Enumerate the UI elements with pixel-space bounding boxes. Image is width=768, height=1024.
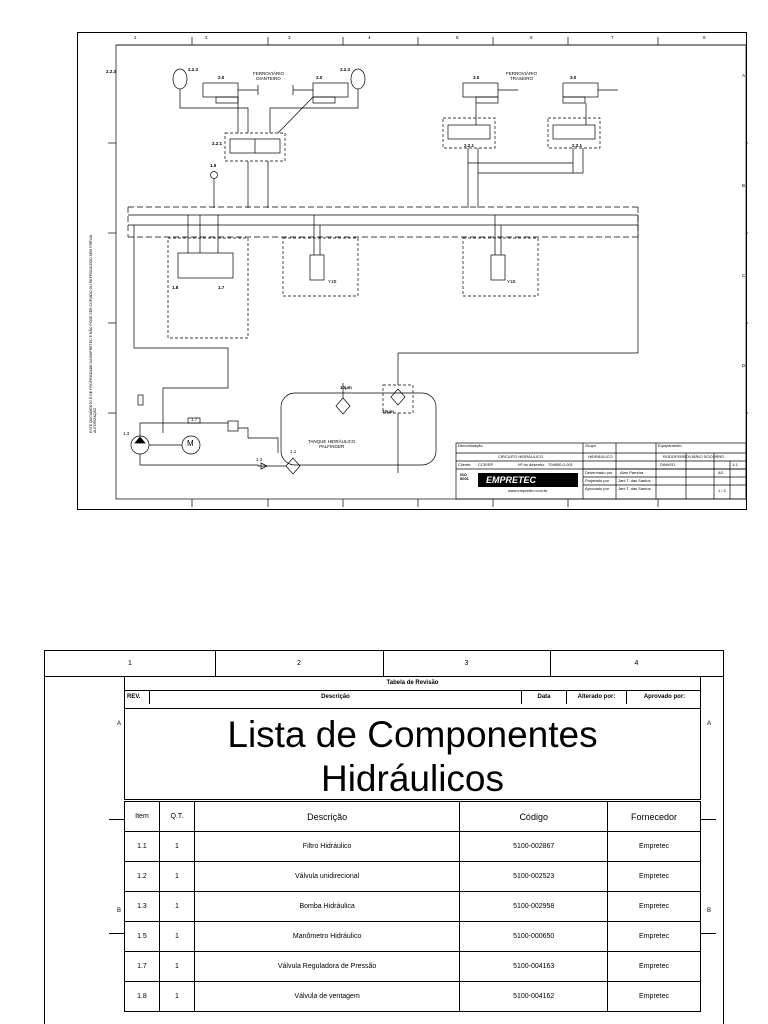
cell-supplier: Empretec bbox=[608, 922, 701, 952]
cell-item: 1.2 bbox=[125, 862, 160, 892]
col-number: 6 bbox=[530, 35, 533, 40]
cell-code: 5100-002523 bbox=[460, 862, 608, 892]
group-label: Grupo bbox=[585, 443, 597, 448]
row-letter: D bbox=[742, 363, 746, 368]
equipment: RODOFERROVIÁRIO SOCORRO bbox=[663, 454, 725, 459]
label-valve: 2.2.1 bbox=[464, 143, 475, 148]
cell-description: Válvula unidirecional bbox=[194, 862, 459, 892]
hydraulic-schematic-sheet bbox=[77, 32, 747, 510]
schematic-drawing bbox=[78, 33, 748, 511]
equipment-label: Equipamento bbox=[658, 443, 682, 448]
col-number: 3 bbox=[288, 35, 291, 40]
cell-qty: 1 bbox=[159, 892, 194, 922]
standard: DIN/ISO bbox=[660, 462, 675, 467]
row-tick bbox=[109, 819, 124, 820]
label-check-valve: 1.2 bbox=[256, 457, 263, 462]
cell-code: 5100-004162 bbox=[460, 982, 608, 1012]
cell-description: Filtro Hidráulico bbox=[194, 832, 459, 862]
label-valve: 1.8 bbox=[172, 285, 179, 290]
label-valve: 2.2.1 bbox=[212, 141, 223, 146]
empretec-logo-text: EMPRETEC bbox=[486, 475, 537, 485]
cell-qty: 1 bbox=[159, 832, 194, 862]
label-valve: 1.7 bbox=[218, 285, 225, 290]
approved-label: Aprovado por bbox=[585, 486, 610, 491]
col-number: 7 bbox=[611, 35, 614, 40]
page-title: Lista de Componentes bbox=[227, 714, 598, 755]
cell-supplier: Empretec bbox=[608, 952, 701, 982]
cell-qty: 1 bbox=[159, 862, 194, 892]
revision-table-title: Tabela de Revisão bbox=[125, 677, 700, 691]
cell-supplier: Empretec bbox=[608, 892, 701, 922]
label-tank: TANQUE HIDRÁULICO PALFINGER bbox=[308, 439, 356, 449]
cell-code: 5100-002867 bbox=[460, 832, 608, 862]
cell-description: Bomba Hidráulica bbox=[194, 892, 459, 922]
label-relief: 1.7 bbox=[191, 417, 198, 422]
label-accumulator: 2.2.3 bbox=[340, 67, 351, 72]
row-letter: B bbox=[742, 183, 746, 188]
label-cylinder: 2.0 bbox=[316, 75, 323, 80]
row-letter: B bbox=[707, 908, 712, 914]
row-letter: A bbox=[707, 721, 712, 727]
designation: CIRCUITO HIDRÁULICO bbox=[498, 454, 544, 459]
cell-item: 1.8 bbox=[125, 982, 160, 1012]
component-list-sheet bbox=[44, 650, 724, 1024]
label-corner: 2.2.3 bbox=[106, 69, 117, 74]
drawn-label: Projetado por bbox=[585, 478, 610, 483]
cell-item: 1.7 bbox=[125, 952, 160, 982]
sheet-number: 1 / 2 bbox=[718, 488, 726, 493]
revision-col-changed-by: Alterado por: bbox=[567, 691, 627, 704]
cell-item: 1.5 bbox=[125, 922, 160, 952]
col-header-supplier: Fornecedor bbox=[608, 802, 701, 832]
client: CCR/SP bbox=[478, 462, 494, 467]
cell-code: 5100-004163 bbox=[460, 952, 608, 982]
group: HIDRÁULICO bbox=[588, 454, 613, 459]
client-label: Cliente bbox=[458, 462, 471, 467]
component-list-title-box bbox=[124, 708, 701, 800]
label-gauge: 1.5 bbox=[210, 163, 217, 168]
approved-by: Jani T. das Santos bbox=[618, 486, 651, 491]
row-tick bbox=[701, 819, 716, 820]
label-cylinder: 3.0 bbox=[570, 75, 577, 80]
revision-col-approved-by: Aprovado por: bbox=[643, 694, 686, 700]
col-header-description: Descrição bbox=[194, 802, 459, 832]
cell-item: 1.1 bbox=[125, 832, 160, 862]
website: www.empretec.com.br bbox=[508, 488, 548, 493]
cell-description: Válvula Reguladora de Pressão bbox=[194, 952, 459, 982]
scale: 1:1 bbox=[732, 462, 738, 467]
col-header-qty: Q.T. bbox=[159, 802, 194, 832]
col-number: 4 bbox=[368, 35, 371, 40]
revision-col-description: Descrição bbox=[150, 691, 522, 704]
format: A3 bbox=[718, 470, 723, 475]
col-header-item: Item bbox=[125, 802, 160, 832]
label-filter: 10μm bbox=[340, 385, 352, 390]
revision-col-rev: REV. bbox=[125, 691, 150, 704]
cell-qty: 1 bbox=[159, 982, 194, 1012]
row-letter: C bbox=[742, 273, 746, 278]
row-letter: A bbox=[742, 73, 746, 78]
drawing-number-label: Nº do desenho bbox=[518, 462, 545, 467]
label-solenoid: Y1B bbox=[507, 279, 516, 284]
label-rear-rail: FERROVIÁRIO TRASEIRO bbox=[506, 71, 538, 81]
cell-supplier: Empretec bbox=[608, 982, 701, 1012]
cell-item: 1.3 bbox=[125, 892, 160, 922]
label-filter: 10μm bbox=[382, 409, 394, 414]
revision-col-date: Data bbox=[522, 691, 567, 704]
label-accumulator: 2.2.3 bbox=[188, 67, 199, 72]
designation-label: Denominação bbox=[458, 443, 483, 448]
revision-table bbox=[124, 676, 701, 708]
iso-badge: ISO 9001 bbox=[460, 472, 469, 481]
label-cylinder: 2.0 bbox=[218, 75, 225, 80]
drawn-by: Jani T. das Santos bbox=[618, 478, 651, 483]
cell-description: Manômetro Hidráulico bbox=[194, 922, 459, 952]
designed-by: Alan Parreira bbox=[620, 470, 644, 475]
label-cylinder: 3.0 bbox=[473, 75, 480, 80]
col-header-code: Código bbox=[460, 802, 608, 832]
components-table bbox=[124, 801, 701, 1012]
cell-description: Válvula de ventagem bbox=[194, 982, 459, 1012]
page-title-line2: Hidráulicos bbox=[320, 758, 504, 799]
drawing-number: 704650-0-001 bbox=[548, 462, 573, 467]
row-tick bbox=[109, 933, 124, 934]
cell-supplier: Empretec bbox=[608, 862, 701, 892]
cell-qty: 1 bbox=[159, 922, 194, 952]
col-number: 2 bbox=[297, 660, 301, 667]
col-number: 2 bbox=[205, 35, 208, 40]
row-letter: B bbox=[117, 908, 122, 914]
label-valve: 2.2.1 bbox=[572, 143, 583, 148]
cell-supplier: Empretec bbox=[608, 832, 701, 862]
designed-label: Desenhado por bbox=[585, 470, 613, 475]
table-row bbox=[125, 892, 701, 922]
col-number: 1 bbox=[134, 35, 137, 40]
cell-qty: 1 bbox=[159, 952, 194, 982]
row-letter: A bbox=[117, 721, 122, 727]
side-note: ESTE DOCUMENTO É DE PROPRIEDADE DA EMPRETEC E NÃO PODE SER COPIADO OU REPRODUZIDO SEM PRÉVIA AUTORIZAÇÃO bbox=[89, 235, 97, 433]
col-number: 5 bbox=[456, 35, 459, 40]
table-row bbox=[125, 952, 701, 982]
table-header-row bbox=[125, 802, 701, 832]
col-number: 4 bbox=[634, 660, 639, 667]
cell-code: 5100-000650 bbox=[460, 922, 608, 952]
col-number: 3 bbox=[464, 660, 469, 667]
table-row bbox=[125, 862, 701, 892]
label-filter: 1.1 bbox=[290, 449, 297, 454]
col-number: 1 bbox=[128, 660, 132, 667]
table-row bbox=[125, 982, 701, 1012]
row-tick bbox=[701, 933, 716, 934]
label-front-rail: FERROVIÁRIO DIANTEIRO bbox=[253, 71, 285, 81]
table-row bbox=[125, 832, 701, 862]
label-motor: M bbox=[187, 439, 194, 448]
col-number: 8 bbox=[703, 35, 706, 40]
label-pump: 1.3 bbox=[123, 431, 130, 436]
label-solenoid: Y1B bbox=[328, 279, 337, 284]
cell-code: 5100-002958 bbox=[460, 892, 608, 922]
table-row bbox=[125, 922, 701, 952]
